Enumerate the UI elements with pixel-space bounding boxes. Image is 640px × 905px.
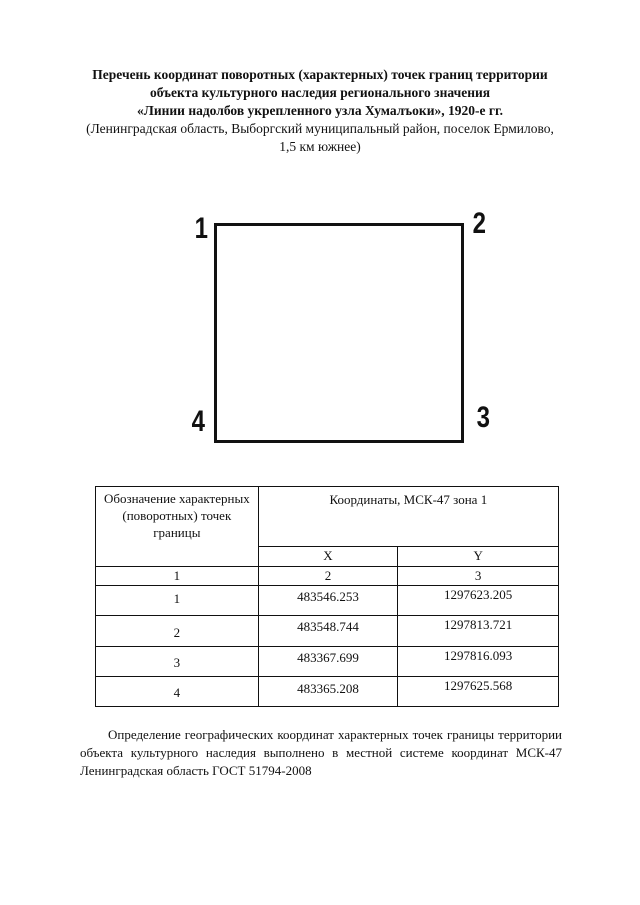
title-line-3: «Линии надолбов укрепленного узла Хумалъоки», 1920-е гг. <box>137 103 503 118</box>
header-y: Y <box>398 547 559 567</box>
footer-note <box>80 726 562 780</box>
column-number: 2 <box>258 567 398 586</box>
column-number-row <box>96 567 559 586</box>
y-value: 1297625.568 <box>398 677 559 707</box>
y-value: 1297623.205 <box>398 586 559 616</box>
table-row <box>96 677 559 707</box>
coordinates-table <box>95 486 559 707</box>
header-coordinates: Координаты, МСК-47 зона 1 <box>258 487 558 547</box>
header-designation: Обозначение характерных (поворотных) точек границы <box>96 487 259 567</box>
point-label-3: 3 <box>476 401 491 434</box>
location-line-1: (Ленинградская область, Выборгский муниципальный район, поселок Ермилово, <box>86 121 554 136</box>
footer-paragraph: Определение географических координат характерных точек границы территории объекта культурного наследия выполнено в местной системе координат МСК-47 Ленинградская область ГОСТ 51794-2008 <box>80 727 562 778</box>
point-number: 3 <box>96 647 259 677</box>
point-number: 1 <box>96 586 259 616</box>
x-value: 483365.208 <box>258 677 398 707</box>
table-row <box>96 586 559 616</box>
x-value: 483546.253 <box>258 586 398 616</box>
table-header-row <box>96 487 559 547</box>
y-value: 1297816.093 <box>398 647 559 677</box>
x-value: 483367.699 <box>258 647 398 677</box>
location-line-2: 1,5 км южнее) <box>279 139 361 154</box>
table-row <box>96 616 559 647</box>
title-line-1: Перечень координат поворотных (характерных) точек границ территории <box>92 67 548 82</box>
point-number: 4 <box>96 677 259 707</box>
point-label-1: 1 <box>194 212 209 245</box>
territory-boundary <box>214 223 464 443</box>
table-row <box>96 647 559 677</box>
x-value: 483548.744 <box>258 616 398 647</box>
point-label-2: 2 <box>472 207 487 240</box>
header-x: X <box>258 547 398 567</box>
y-value: 1297813.721 <box>398 616 559 647</box>
title-line-2: объекта культурного наследия регионального значения <box>149 85 491 100</box>
point-number: 2 <box>96 616 259 647</box>
column-number: 3 <box>398 567 559 586</box>
boundary-diagram <box>0 200 640 460</box>
column-number: 1 <box>96 567 259 586</box>
point-label-4: 4 <box>191 405 206 438</box>
document-title <box>60 66 580 156</box>
